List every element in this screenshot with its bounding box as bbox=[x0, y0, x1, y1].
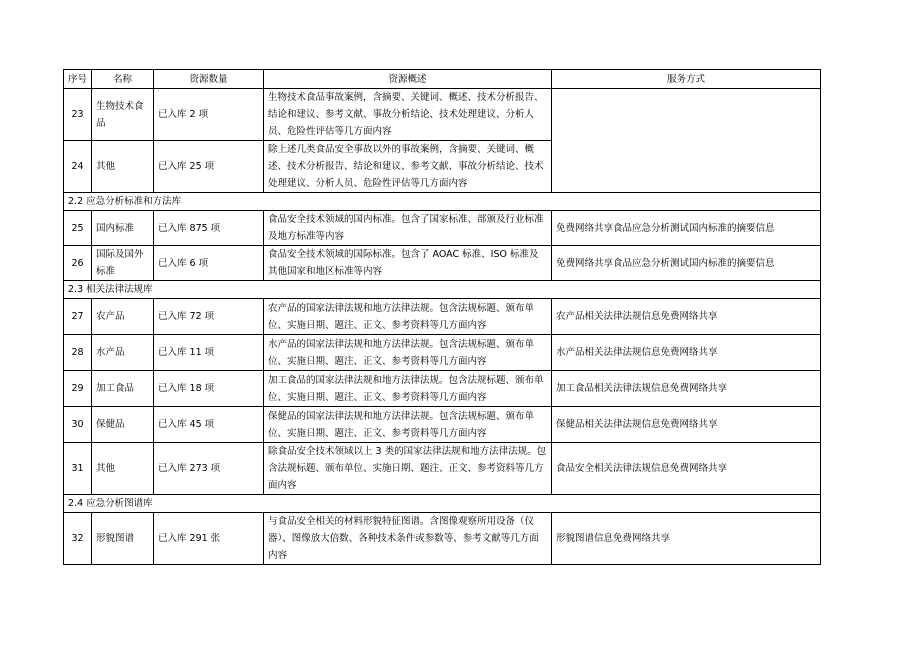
row-number: 28 bbox=[64, 335, 92, 371]
row-name: 水产品 bbox=[92, 335, 154, 371]
row-description: 除上述几类食品安全事故以外的事故案例，含摘要、关键词、概述、技术分析报告、结论和建议、参考文献、事故分析结论、技术处理建议、分析人员、危险性评估等几方面内容 bbox=[264, 141, 552, 193]
row-number: 30 bbox=[64, 407, 92, 443]
row-description: 与食品安全相关的材料形貌特征图谱。含图像观察所用设备（仪器）、图像放大倍数、各种技术条件或参数等、参考文献等几方面内容 bbox=[264, 513, 552, 565]
row-service: 食品安全相关法律法规信息免费网络共享 bbox=[552, 443, 821, 495]
row-name: 国际及国外标准 bbox=[92, 246, 154, 281]
row-quantity: 已入库 273 项 bbox=[154, 443, 264, 495]
header-cell: 资源概述 bbox=[264, 70, 552, 89]
row-number: 24 bbox=[64, 141, 92, 193]
header-cell: 序号 bbox=[64, 70, 92, 89]
row-quantity: 已入库 6 项 bbox=[154, 246, 264, 281]
row-description: 农产品的国家法律法规和地方法律法规。包含法规标题、颁布单位、实施日期、题注、正文、参考资料等几方面内容 bbox=[264, 299, 552, 335]
table-row bbox=[64, 407, 821, 443]
resource-table bbox=[63, 69, 821, 565]
row-description: 食品安全技术领域的国内标准。包含了国家标准、部颁及行业标准及地方标准等内容 bbox=[264, 211, 552, 246]
table-row bbox=[64, 246, 821, 281]
row-name: 国内标准 bbox=[92, 211, 154, 246]
row-description: 加工食品的国家法律法规和地方法律法规。包含法规标题、颁布单位、实施日期、题注、正文、参考资料等几方面内容 bbox=[264, 371, 552, 407]
row-number: 26 bbox=[64, 246, 92, 281]
row-quantity: 已入库 45 项 bbox=[154, 407, 264, 443]
row-service: 保健品相关法律法规信息免费网络共享 bbox=[552, 407, 821, 443]
row-name: 其他 bbox=[92, 443, 154, 495]
row-description: 食品安全技术领域的国际标准。包含了 AOAC 标准、ISO 标准及其他国家和地区标准等内容 bbox=[264, 246, 552, 281]
row-description: 生物技术食品事故案例，含摘要、关键词、概述、技术分析报告、结论和建议、参考文献、事故分析结论、技术处理建议、分析人员、危险性评估等几方面内容 bbox=[264, 89, 552, 141]
header-cell: 资源数量 bbox=[154, 70, 264, 89]
row-name: 加工食品 bbox=[92, 371, 154, 407]
header-cell: 服务方式 bbox=[552, 70, 821, 89]
row-name: 农产品 bbox=[92, 299, 154, 335]
section-title: 2.3 相关法律法规库 bbox=[64, 281, 821, 299]
row-service: 形貌图谱信息免费网络共享 bbox=[552, 513, 821, 565]
row-service bbox=[552, 89, 821, 193]
row-number: 31 bbox=[64, 443, 92, 495]
row-name: 形貌图谱 bbox=[92, 513, 154, 565]
row-service: 水产品相关法律法规信息免费网络共享 bbox=[552, 335, 821, 371]
row-name: 保健品 bbox=[92, 407, 154, 443]
section-title: 2.4 应急分析图谱库 bbox=[64, 495, 821, 513]
header-cell: 名称 bbox=[92, 70, 154, 89]
table-row bbox=[64, 335, 821, 371]
section-title: 2.2 应急分析标准和方法库 bbox=[64, 193, 821, 211]
row-service: 加工食品相关法律法规信息免费网络共享 bbox=[552, 371, 821, 407]
row-quantity: 已入库 18 项 bbox=[154, 371, 264, 407]
row-description: 除食品安全技术领域以上 3 类的国家法律法规和地方法律法规。包含法规标题、颁布单位、实施日期、题注、正文、参考资料等几方面内容 bbox=[264, 443, 552, 495]
section-row bbox=[64, 495, 821, 513]
table-row bbox=[64, 211, 821, 246]
table-row bbox=[64, 299, 821, 335]
row-quantity: 已入库 2 项 bbox=[154, 89, 264, 141]
table-row bbox=[64, 513, 821, 565]
row-quantity: 已入库 72 项 bbox=[154, 299, 264, 335]
table-header-row bbox=[64, 70, 821, 89]
section-row bbox=[64, 193, 821, 211]
row-quantity: 已入库 11 项 bbox=[154, 335, 264, 371]
row-quantity: 已入库 291 张 bbox=[154, 513, 264, 565]
table-row bbox=[64, 89, 821, 141]
row-number: 29 bbox=[64, 371, 92, 407]
row-number: 27 bbox=[64, 299, 92, 335]
table-row bbox=[64, 443, 821, 495]
section-row bbox=[64, 281, 821, 299]
row-quantity: 已入库 875 项 bbox=[154, 211, 264, 246]
row-number: 23 bbox=[64, 89, 92, 141]
row-name: 其他 bbox=[92, 141, 154, 193]
row-service: 免费网络共享食品应急分析测试国内标准的摘要信息 bbox=[552, 246, 821, 281]
row-description: 水产品的国家法律法规和地方法律法规。包含法规标题、颁布单位、实施日期、题注、正文、参考资料等几方面内容 bbox=[264, 335, 552, 371]
row-description: 保健品的国家法律法规和地方法律法规。包含法规标题、颁布单位、实施日期、题注、正文、参考资料等几方面内容 bbox=[264, 407, 552, 443]
row-number: 32 bbox=[64, 513, 92, 565]
table-row bbox=[64, 371, 821, 407]
row-service: 农产品相关法律法规信息免费网络共享 bbox=[552, 299, 821, 335]
row-name: 生物技术食品 bbox=[92, 89, 154, 141]
row-service: 免费网络共享食品应急分析测试国内标准的摘要信息 bbox=[552, 211, 821, 246]
row-number: 25 bbox=[64, 211, 92, 246]
row-quantity: 已入库 25 项 bbox=[154, 141, 264, 193]
